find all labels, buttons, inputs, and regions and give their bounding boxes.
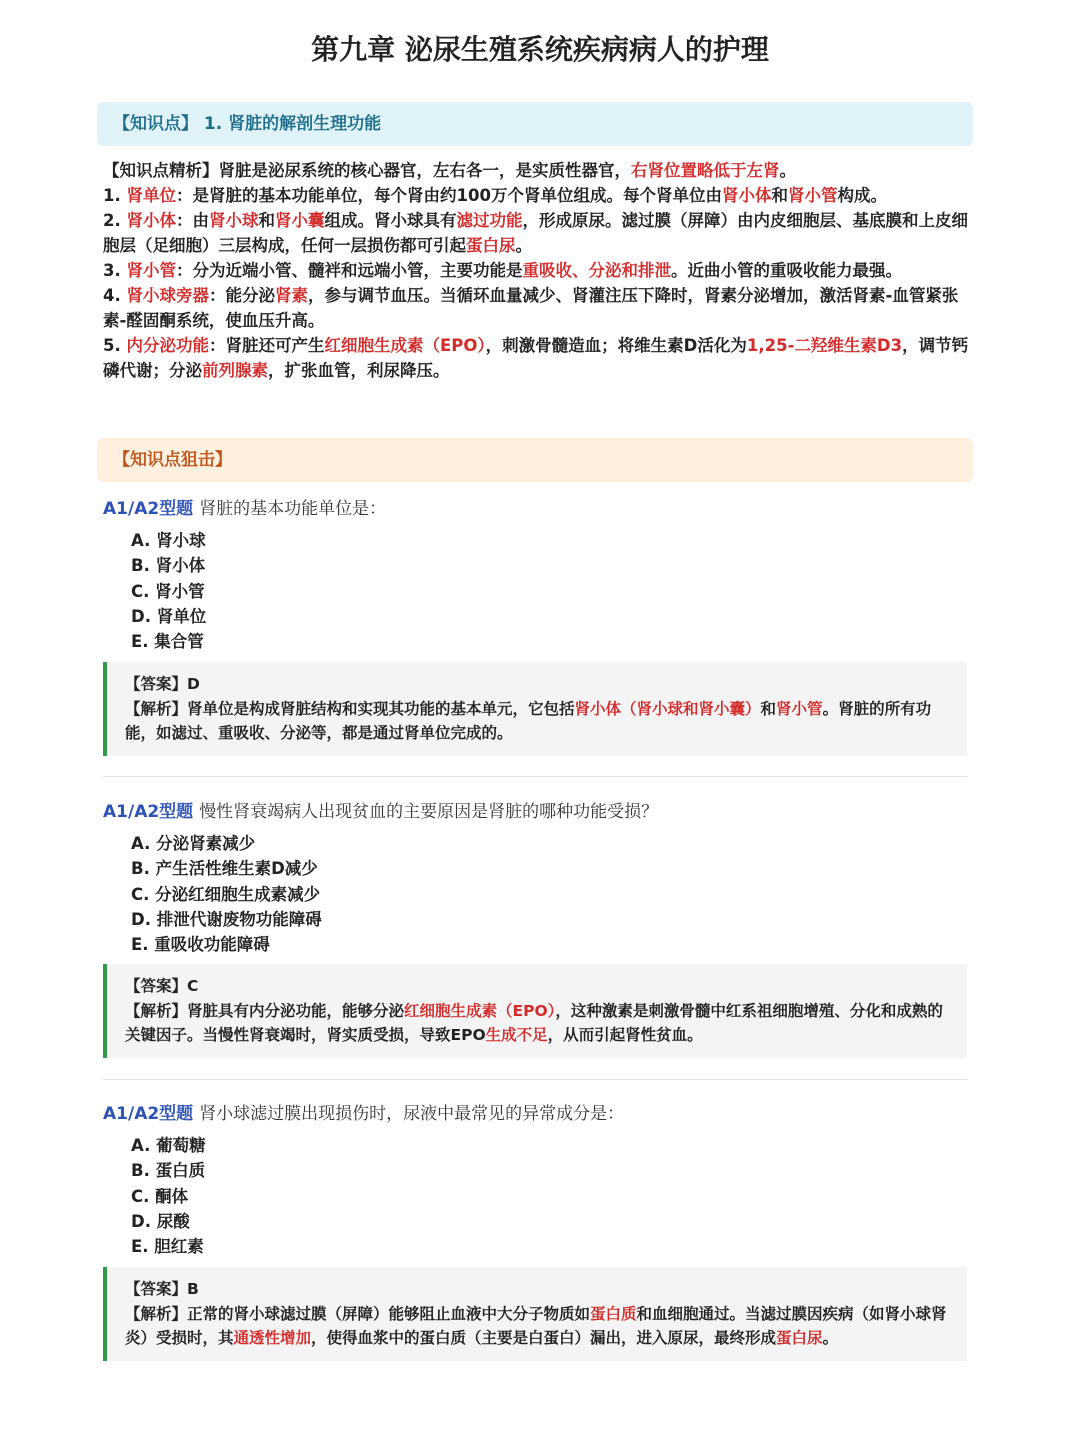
text-run: 组成。肾小球具有 — [324, 211, 457, 230]
option[interactable]: C. 分泌红细胞生成素减少 — [131, 884, 321, 904]
highlight-text: 蛋白尿 — [466, 236, 516, 255]
highlight-text: 蛋白质 — [590, 1304, 637, 1323]
highlight-text: 右肾位置略低于左肾 — [631, 161, 780, 180]
knowledge-sniper-banner: 【知识点狙击】 — [97, 438, 973, 482]
option[interactable]: C. 肾小管 — [131, 581, 205, 601]
option[interactable]: E. 集合管 — [131, 632, 204, 652]
text-run: ：分为近端小管、髓袢和远端小管，主要功能是 — [176, 261, 523, 280]
answer-label: 【答案】D — [125, 675, 200, 693]
highlight-text: 生成不足 — [485, 1026, 548, 1044]
option[interactable]: A. 分泌肾素减少 — [131, 834, 256, 853]
analysis-item — [103, 183, 971, 208]
option[interactable]: D. 排泄代谢废物功能障碍 — [131, 909, 322, 929]
question-type: A1/A2型题 — [103, 802, 194, 822]
highlight-text: 通透性增加 — [233, 1329, 312, 1347]
question-stem: 慢性肾衰竭病人出现贫血的主要原因是肾脏的哪种功能受损？ — [199, 802, 659, 822]
highlight-text: 蛋白尿 — [776, 1329, 823, 1347]
text-run: 【解析】正常的肾小球滤过膜（屏障）能够阻止血液中大分子物质如 — [125, 1304, 591, 1323]
text-run: 2. — [103, 211, 127, 230]
highlight-text: 内分泌功能 — [126, 336, 209, 355]
text-run: 。近曲小管的重吸收能力最强。 — [671, 261, 902, 280]
page-title: 第九章 泌尿生殖系统疾病病人的护理 — [311, 33, 769, 66]
question-3 — [103, 1101, 971, 1259]
text-run: ，这种激素是刺激骨髓中红系祖细胞增殖、分化和成熟的关键因子。当慢性肾衰竭时，肾实质受损，导致EPO — [125, 1001, 943, 1044]
option[interactable]: A. 肾小球 — [131, 531, 206, 550]
answer-box-2 — [103, 964, 967, 1058]
question-stem: 肾脏的基本功能单位是： — [199, 499, 387, 519]
highlight-text: 肾素 — [275, 286, 308, 305]
highlight-text: 肾小球旁器 — [126, 286, 209, 305]
highlight-text: 1,25-二羟维生素D3 — [746, 336, 903, 355]
option[interactable]: A. 葡萄糖 — [131, 1136, 206, 1155]
text-run: ：是肾脏的基本功能单位，每个肾由约100万个肾单位组成。每个肾单位由 — [176, 186, 722, 205]
text-run: 1. — [103, 186, 127, 205]
answer-label: 【答案】C — [125, 977, 199, 995]
text-run: 【知识点精析】肾脏是泌尿系统的核心器官，左右各一，是实质性器官， — [103, 161, 631, 180]
text-run: ，参与调节血压。当循环血量减少、肾灌注压下降时，肾素分泌增加，激活肾素-血管紧张素-醛固酮系统，使血压升高。 — [103, 286, 959, 330]
option[interactable]: D. 尿酸 — [131, 1211, 190, 1231]
option[interactable]: E. 重吸收功能障碍 — [131, 935, 270, 955]
text-run: 和血细胞通过。当滤过膜因疾病（如肾小球肾炎）受损时，其 — [125, 1304, 947, 1347]
option-list — [131, 831, 971, 957]
analysis-item — [103, 283, 971, 333]
text-run: 4. — [103, 286, 127, 305]
highlight-text: 肾单位 — [126, 186, 176, 205]
highlight-text: 肾小球 — [209, 211, 259, 230]
text-run: 。肾脏的所有功能，如滤过、重吸收、分泌等，都是通过肾单位完成的。 — [125, 699, 932, 742]
text-run: ：肾脏还可产生 — [209, 336, 325, 355]
question-1 — [103, 496, 971, 654]
answer-explanation — [125, 999, 951, 1048]
answer-box-1 — [103, 662, 967, 756]
text-run: 。 — [515, 236, 532, 255]
text-run: 和 — [760, 699, 777, 718]
text-run: 和 — [258, 211, 275, 230]
question-type: A1/A2型题 — [103, 1104, 194, 1124]
option[interactable]: C. 酮体 — [131, 1186, 189, 1206]
answer-label: 【答案】B — [125, 1280, 199, 1298]
knowledge-point-banner: 【知识点】 1. 肾脏的解剖生理功能 — [97, 102, 973, 146]
option[interactable]: B. 肾小体 — [131, 556, 206, 576]
highlight-text: 肾小管 — [126, 261, 176, 280]
analysis-intro — [103, 158, 971, 183]
highlight-text: 前列腺素 — [202, 361, 268, 380]
text-run: ：能分泌 — [209, 286, 275, 305]
highlight-text: 肾小体 — [126, 211, 176, 230]
text-run: ，从而引起肾性贫血。 — [547, 1026, 703, 1044]
question-stem-line — [103, 799, 971, 825]
text-run: 3. — [103, 261, 127, 280]
knowledge-analysis — [103, 158, 971, 383]
text-run: ，形成原尿。滤过膜（屏障）由内皮细胞层、基底膜和上皮细胞层（足细胞）三层构成，任何一层损伤都可引起 — [103, 211, 968, 255]
text-run: 构成。 — [837, 186, 887, 205]
text-run: 5. — [103, 336, 127, 355]
highlight-text: 滤过功能 — [456, 211, 523, 230]
text-run: ，调节钙磷代谢；分泌 — [103, 336, 969, 380]
answer-box-3 — [103, 1267, 967, 1361]
text-run: 。 — [822, 1329, 839, 1347]
question-2 — [103, 799, 971, 957]
analysis-item — [103, 208, 971, 258]
text-run: 【解析】肾脏具有内分泌功能，能够分泌 — [125, 1001, 405, 1020]
answer-explanation — [125, 697, 951, 746]
option-list — [131, 528, 971, 654]
option[interactable]: B. 蛋白质 — [131, 1161, 206, 1181]
highlight-text: 肾小管 — [776, 699, 823, 718]
highlight-text: 肾小体 — [721, 186, 772, 205]
highlight-text: 红细胞生成素（EPO） — [404, 1001, 556, 1020]
highlight-text: 红细胞生成素（EPO） — [324, 336, 486, 355]
divider — [103, 1079, 967, 1080]
highlight-text: 肾小管 — [787, 186, 838, 205]
question-stem-line — [103, 496, 971, 522]
divider — [103, 776, 967, 777]
option[interactable]: D. 肾单位 — [131, 606, 207, 626]
text-run: 【解析】肾单位是构成肾脏结构和实现其功能的基本单元，它包括 — [125, 699, 575, 718]
highlight-text: 重吸收、分泌和排泄 — [522, 261, 671, 280]
option[interactable]: E. 胆红素 — [131, 1237, 204, 1257]
question-type: A1/A2型题 — [103, 499, 194, 519]
option-list — [131, 1133, 971, 1259]
option[interactable]: B. 产生活性维生素D减少 — [131, 859, 318, 879]
text-run: 和 — [771, 186, 788, 205]
text-run: ，刺激骨髓造血；将维生素D活化为 — [485, 336, 747, 355]
text-run: ：由 — [176, 211, 209, 230]
highlight-text: 肾小囊 — [275, 211, 325, 230]
analysis-item — [103, 333, 971, 383]
text-run: ，使得血浆中的蛋白质（主要是白蛋白）漏出，进入原尿，最终形成 — [311, 1329, 777, 1347]
question-stem-line — [103, 1101, 971, 1127]
highlight-text: 肾小体（肾小球和肾小囊） — [574, 699, 761, 718]
text-run: 。 — [779, 161, 796, 180]
analysis-item — [103, 258, 971, 283]
answer-explanation — [125, 1302, 951, 1351]
text-run: ，扩张血管，利尿降压。 — [268, 361, 450, 380]
question-stem: 肾小球滤过膜出现损伤时，尿液中最常见的异常成分是： — [199, 1104, 625, 1124]
